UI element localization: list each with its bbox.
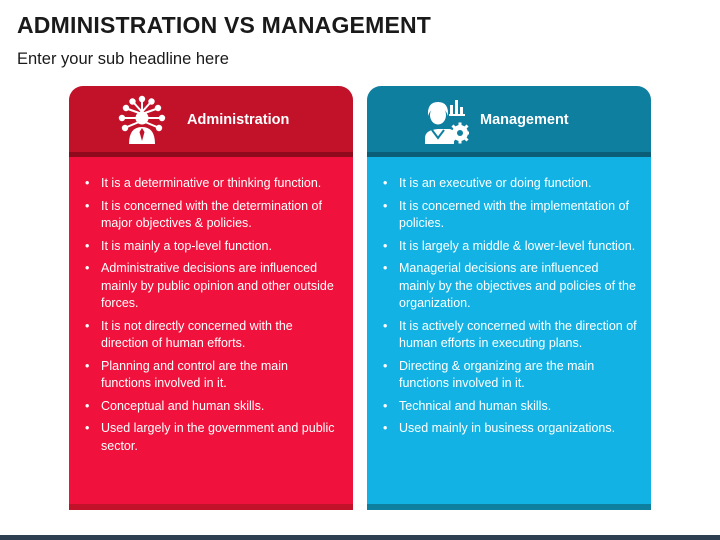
list-item: • It is an executive or doing function. <box>399 175 637 193</box>
administration-title: Administration <box>187 112 290 128</box>
management-card <box>367 86 651 510</box>
management-title: Management <box>480 112 569 128</box>
list-item: • Conceptual and human skills. <box>101 398 339 416</box>
list-item: • Directing & organizing are the main functions involved in it. <box>399 358 637 393</box>
page-title: ADMINISTRATION VS MANAGEMENT <box>17 12 432 38</box>
list-item: • It is concerned with the implementation of policies. <box>399 198 637 233</box>
list-item: • It is actively concerned with the direction of human efforts in executing plans. <box>399 318 637 353</box>
page-subtitle: Enter your sub headline here <box>17 50 229 68</box>
bottom-accent-bar <box>0 535 720 540</box>
list-item: • Technical and human skills. <box>399 398 637 416</box>
administration-points-list <box>69 175 353 460</box>
list-item: • It is not directly concerned with the direction of human efforts. <box>101 318 339 353</box>
list-item: • Planning and control are the main functions involved in it. <box>101 358 339 393</box>
list-item: • Used largely in the government and public sector. <box>101 420 339 455</box>
administrator-network-icon <box>117 94 167 146</box>
list-item: • It is a determinative or thinking function. <box>101 175 339 193</box>
list-item: • Administrative decisions are influenced mainly by public opinion and other outside forces. <box>101 260 339 313</box>
manager-chart-gear-icon <box>419 94 469 146</box>
list-item: • Managerial decisions are influenced mainly by the objectives and policies of the organization. <box>399 260 637 313</box>
administration-card-footer <box>69 504 353 510</box>
management-points-list <box>367 175 651 443</box>
list-item: • It is concerned with the determination of major objectives & policies. <box>101 198 339 233</box>
list-item: • Used mainly in business organizations. <box>399 420 637 438</box>
management-card-footer <box>367 504 651 510</box>
list-item: • It is largely a middle & lower-level function. <box>399 238 637 256</box>
administration-card <box>69 86 353 510</box>
list-item: • It is mainly a top-level function. <box>101 238 339 256</box>
